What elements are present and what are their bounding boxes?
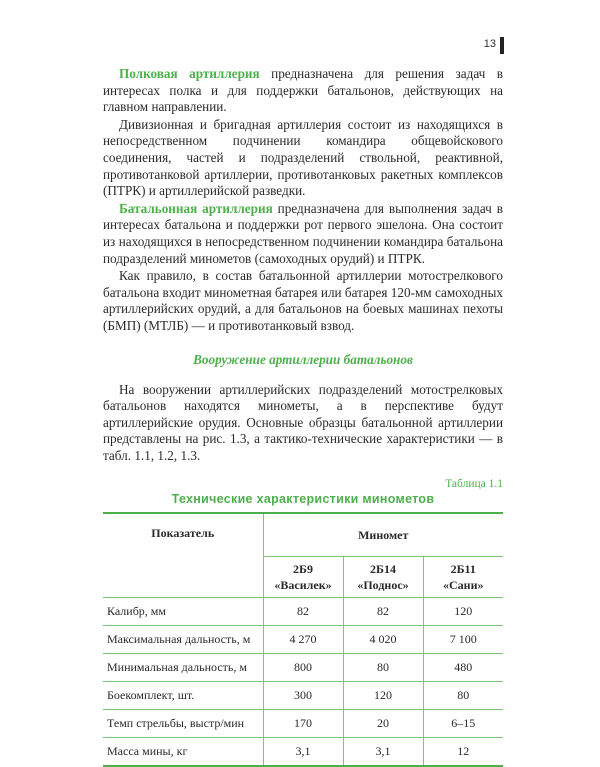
column-header-mortar: Миномет <box>263 513 503 557</box>
table-cell: 82 <box>343 598 423 626</box>
mortar-specs-table <box>103 512 503 767</box>
table-row <box>103 654 503 682</box>
paragraph-divisional-artillery: Дивизионная и бригадная артиллерия состоит из находящихся в непосредственном подчинении командира общевойскового соединения, частей и подразделений ствольной, реактивной, противотанковой артиллерии, противотанковых ракетных комплексов (ПТРК) и артиллерийской разведки. <box>103 116 503 199</box>
table-cell: 7 100 <box>423 626 503 654</box>
term-regimental-artillery: Полковая артиллерия <box>119 66 260 81</box>
paragraph-battalion-artillery <box>103 201 503 267</box>
table-row <box>103 626 503 654</box>
row-label: Минимальная дальность, м <box>103 654 263 682</box>
model-code: 2Б14 <box>370 562 396 577</box>
section-heading: Вооружение артиллерии батальонов <box>193 351 413 367</box>
table-cell: 300 <box>263 682 343 710</box>
table-cell: 82 <box>263 598 343 626</box>
paragraph-armament: На вооружении артиллерийских подразделений мотострелковых батальонов находятся минометы, а в перспективе будут артиллерийские орудия. Основные образцы батальонной артиллерии представлены на рис. 1.3, а тактико-технические характеристики — в табл. 1.1, 1.2, 1.3. <box>103 381 503 463</box>
table-cell: 480 <box>423 654 503 682</box>
table-row <box>103 738 503 767</box>
row-label: Масса мины, кг <box>103 738 263 767</box>
table-cell: 80 <box>423 682 503 710</box>
page-marker-bar <box>500 37 504 54</box>
column-header-indicator: Показатель <box>103 513 263 598</box>
column-header-model <box>423 557 503 598</box>
table-cell: 4 020 <box>343 626 423 654</box>
model-code: 2Б11 <box>450 562 476 577</box>
row-label: Максимальная дальность, м <box>103 626 263 654</box>
table-cell: 12 <box>423 738 503 767</box>
table-cell: 6–15 <box>423 710 503 738</box>
row-label: Темп стрельбы, выстр/мин <box>103 710 263 738</box>
table-cell: 800 <box>263 654 343 682</box>
table-cell: 20 <box>343 710 423 738</box>
table-label: Таблица 1.1 <box>445 478 503 491</box>
table-cell: 4 270 <box>263 626 343 654</box>
table-title: Технические характеристики минометов <box>171 492 435 507</box>
table-row <box>103 682 503 710</box>
column-header-model <box>263 557 343 598</box>
table-cell: 80 <box>343 654 423 682</box>
page-number: 13 <box>483 38 496 50</box>
paragraph-regimental-artillery <box>103 66 503 116</box>
paragraph-text: предназначена для решения задач в интересах полка и для поддержки батальонов, действующих на главном направлении. <box>103 66 503 115</box>
table-cell: 3,1 <box>343 738 423 767</box>
term-battalion-artillery: Батальонная артиллерия <box>119 200 273 216</box>
column-header-model <box>343 557 423 598</box>
row-label: Калибр, мм <box>103 598 263 626</box>
paragraph-text: предназначена для выполнения задач в интересах батальона и поддержки рот первого эшелона. Она состоит из находящихся в непосредственном подчинении командира батальона подразделений минометов (самоходных орудий) и ПТРК. <box>103 200 503 266</box>
page-content <box>103 66 503 767</box>
table-cell: 3,1 <box>263 738 343 767</box>
table-cell: 120 <box>343 682 423 710</box>
model-name: «Василек» <box>274 578 332 593</box>
model-code: 2Б9 <box>293 562 313 577</box>
table-cell: 170 <box>263 710 343 738</box>
row-label: Боекомплект, шт. <box>103 682 263 710</box>
paragraph-composition: Как правило, в состав батальонной артиллерии мотострелкового батальона входит минометная батарея или батарея 120-мм самоходных артиллерийских орудий, а для батальонов на боевых машинах пехоты (БМП) (МТЛБ) — и противотанковый взвод. <box>103 268 503 333</box>
table-row <box>103 710 503 738</box>
table-row <box>103 598 503 626</box>
table-header-row <box>103 513 503 557</box>
model-name: «Сани» <box>443 578 484 593</box>
model-name: «Поднос» <box>357 578 409 593</box>
table-cell: 120 <box>423 598 503 626</box>
